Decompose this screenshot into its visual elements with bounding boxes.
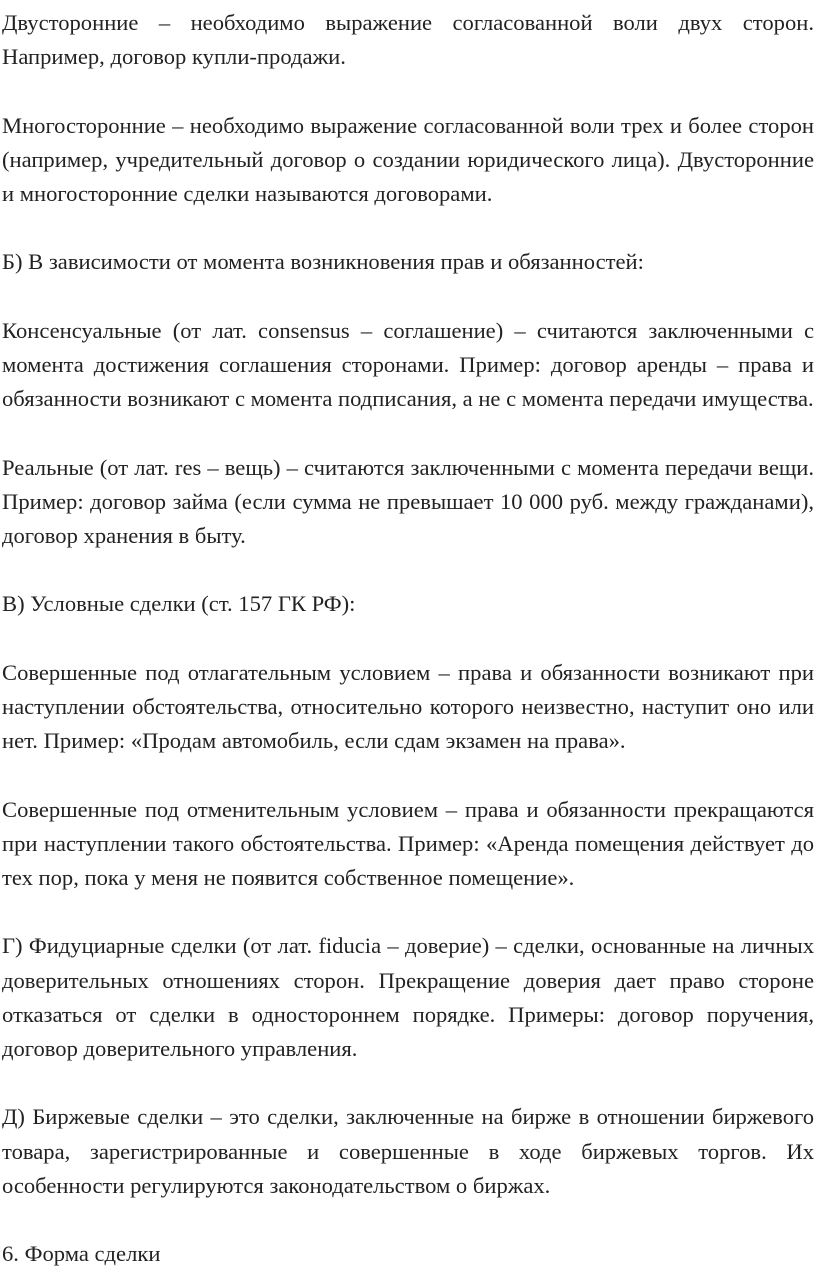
paragraph-bilateral: Двусторонние – необходимо выражение согласованной воли двух сторон. Например, договор купли-продажи.	[2, 10, 814, 70]
paragraph-exchange: Д) Биржевые сделки – это сделки, заключенные на бирже в отношении биржевого товара, зарегистрированные и совершенные в ходе биржевых торгов. Их особенности регулируются законодательством о биржах.	[2, 1104, 814, 1198]
paragraph-resolutive-condition: Совершенные под отменительным условием – права и обязанности прекращаются при наступлении такого обстоятельства. Пример: «Аренда помещения действует до тех пор, пока у меня не появится собственное помещение».	[2, 796, 814, 890]
paragraph-multilateral: Многосторонние – необходимо выражение согласованной воли трех и более сторон (например, учредительный договор о создании юридического лица). Двусторонние и многосторонние сделки называются договорами.	[2, 112, 814, 206]
paragraph-real: Реальные (от лат. res – вещь) – считаются заключенными с момента передачи вещи. Пример: договор займа (если сумма не превышает 10 000 руб. между гражданами), договор хранения в быту.	[2, 454, 814, 548]
paragraph-suspensive-condition: Совершенные под отлагательным условием – права и обязанности возникают при наступлении обстоятельства, относительно которого неизвестно, наступит оно или нет. Пример: «Продам автомобиль, если сдам экзамен на права».	[2, 659, 814, 754]
section-heading-form: 6. Форма сделки	[2, 1241, 161, 1267]
heading-v-conditional: В) Условные сделки (ст. 157 ГК РФ):	[2, 591, 356, 617]
paragraph-consensual: Консенсуальные (от лат. consensus – соглашение) – считаются заключенными с момента достижения соглашения сторонами. Пример: договор аренды – права и обязанности возникают с момента подписания, а не с момента передачи имущества.	[2, 317, 814, 412]
heading-b-rights-moment: Б) В зависимости от момента возникновения прав и обязанностей:	[2, 249, 644, 275]
paragraph-fiduciary: Г) Фидуциарные сделки (от лат. fiducia – доверие) – сделки, основанные на личных доверительных отношениях сторон. Прекращение доверия дает право стороне отказаться от сделки в одностороннем порядке. Примеры: договор поручения, договор доверительного управления.	[2, 933, 814, 1061]
